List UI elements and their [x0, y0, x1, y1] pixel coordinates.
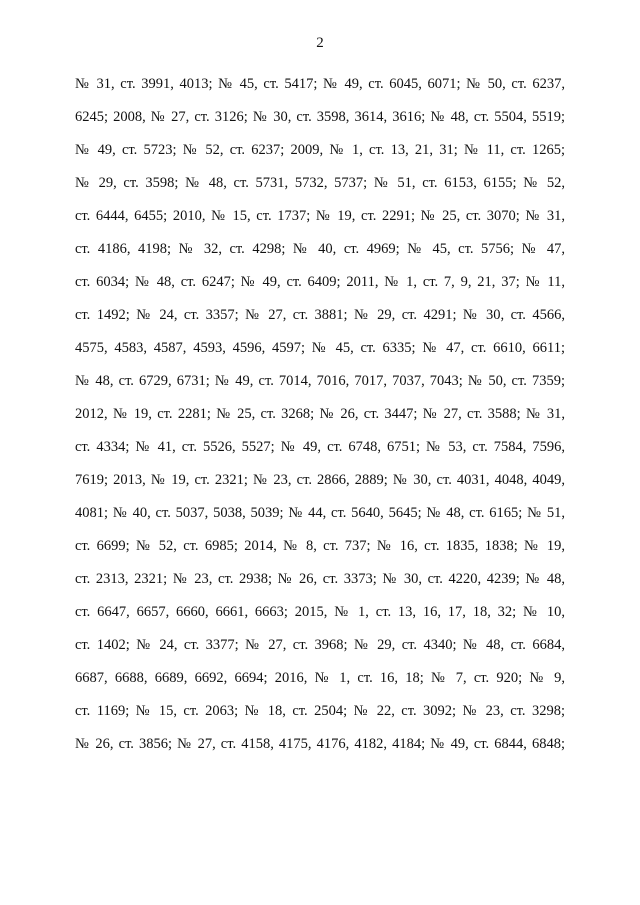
text-line: ст. 1169; № 15, ст. 2063; № 18, ст. 2504; № 22, ст. 3092; № 23, ст. 3298; [75, 703, 565, 719]
text-line: ст. 1492; № 24, ст. 3357; № 27, ст. 3881; № 29, ст. 4291; № 30, ст. 4566, [75, 307, 565, 323]
body-text [75, 68, 565, 761]
text-line: 6687, 6688, 6689, 6692, 6694; 2016, № 1, ст. 16, 18; № 7, ст. 920; № 9, [75, 670, 565, 686]
text-line: 2012, № 19, ст. 2281; № 25, ст. 3268; № 26, ст. 3447; № 27, ст. 3588; № 31, [75, 406, 565, 422]
text-line: 7619; 2013, № 19, ст. 2321; № 23, ст. 2866, 2889; № 30, ст. 4031, 4048, 4049, [75, 472, 565, 488]
text-line: ст. 1402; № 24, ст. 3377; № 27, ст. 3968; № 29, ст. 4340; № 48, ст. 6684, [75, 637, 565, 653]
page-number: 2 [316, 35, 324, 51]
text-line: № 48, ст. 6729, 6731; № 49, ст. 7014, 7016, 7017, 7037, 7043; № 50, ст. 7359; [75, 373, 565, 389]
text-line: 4081; № 40, ст. 5037, 5038, 5039; № 44, ст. 5640, 5645; № 48, ст. 6165; № 51, [75, 505, 565, 521]
text-line: № 31, ст. 3991, 4013; № 45, ст. 5417; № 49, ст. 6045, 6071; № 50, ст. 6237, [75, 76, 565, 92]
text-line: № 26, ст. 3856; № 27, ст. 4158, 4175, 4176, 4182, 4184; № 49, ст. 6844, 6848; [75, 736, 565, 752]
text-line: ст. 2313, 2321; № 23, ст. 2938; № 26, ст. 3373; № 30, ст. 4220, 4239; № 48, [75, 571, 565, 587]
text-line: ст. 6699; № 52, ст. 6985; 2014, № 8, ст. 737; № 16, ст. 1835, 1838; № 19, [75, 538, 565, 554]
text-line: № 49, ст. 5723; № 52, ст. 6237; 2009, № 1, ст. 13, 21, 31; № 11, ст. 1265; [75, 142, 565, 158]
text-line: 6245; 2008, № 27, ст. 3126; № 30, ст. 3598, 3614, 3616; № 48, ст. 5504, 5519; [75, 109, 565, 125]
text-line: ст. 6034; № 48, ст. 6247; № 49, ст. 6409; 2011, № 1, ст. 7, 9, 21, 37; № 11, [75, 274, 565, 290]
text-line: ст. 6444, 6455; 2010, № 15, ст. 1737; № 19, ст. 2291; № 25, ст. 3070; № 31, [75, 208, 565, 224]
text-line: ст. 4186, 4198; № 32, ст. 4298; № 40, ст. 4969; № 45, ст. 5756; № 47, [75, 241, 565, 257]
text-line: ст. 4334; № 41, ст. 5526, 5527; № 49, ст. 6748, 6751; № 53, ст. 7584, 7596, [75, 439, 565, 455]
text-line: № 29, ст. 3598; № 48, ст. 5731, 5732, 5737; № 51, ст. 6153, 6155; № 52, [75, 175, 565, 191]
text-line: 4575, 4583, 4587, 4593, 4596, 4597; № 45, ст. 6335; № 47, ст. 6610, 6611; [75, 340, 565, 356]
text-line: ст. 6647, 6657, 6660, 6661, 6663; 2015, № 1, ст. 13, 16, 17, 18, 32; № 10, [75, 604, 565, 620]
